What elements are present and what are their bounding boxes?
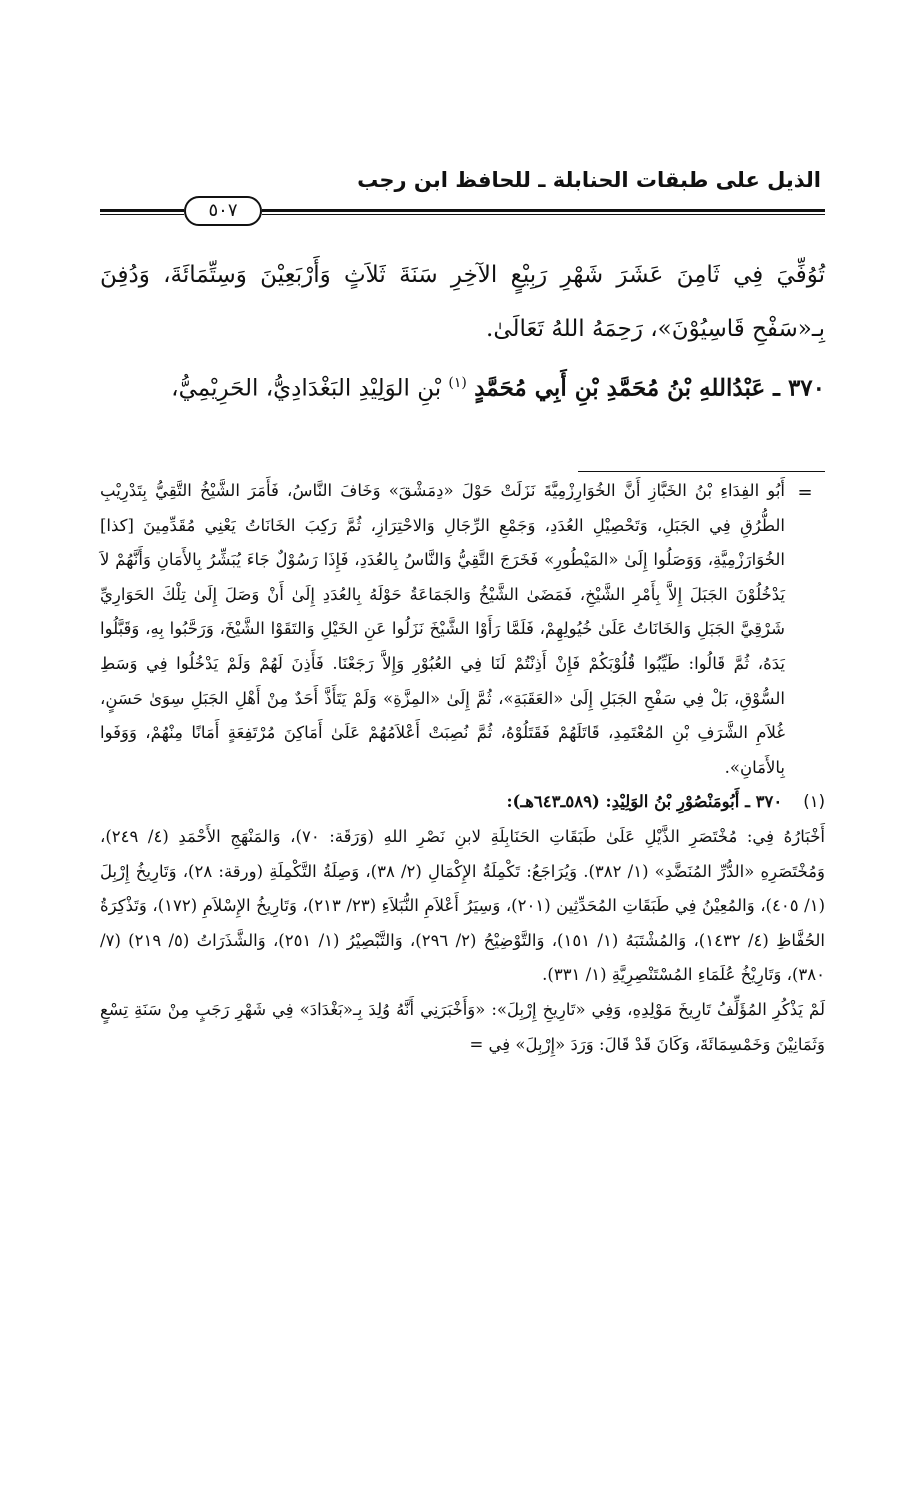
biography-entry	[100, 356, 825, 416]
running-header-title: الذيل على طبقات الحنابلة ـ للحافظ ابن رجب	[357, 168, 821, 192]
footnote-reference: (١)	[448, 375, 467, 391]
footnote-continuation-mark: =	[797, 482, 813, 503]
main-paragraph: تُوُفِّيَ فِي ثَامِنَ عَشَرَ شَهْرِ رَبِيْعٍ الآخِرِ سَنَةَ ثَلاَثٍ وَأَرْبَعِيْنَ وَسِتِّمَائَةَ، وَدُفِنَ بِـ«سَفْحِ قَاسِيُوْنَ»، رَحِمَهُ اللهُ تَعَالَىٰ.	[100, 262, 825, 342]
footnote-1-heading: ٣٧٠ ـ أَبُومَنْصُوْرِ بْنُ الوَلِيْدِ: (٥٨٩ـ٦٤٣هـ):	[506, 792, 783, 812]
footnotes-area	[100, 474, 825, 1062]
footnote-separator	[578, 471, 825, 472]
header-rule-left	[100, 209, 184, 215]
page-number-badge: ٥٠٧	[184, 196, 262, 226]
footnote-1-heading-line	[100, 785, 825, 820]
footnote-1-marker: (١)	[803, 792, 825, 812]
entry-text: بْنِ الوَلِيْدِ البَغْدَادِيُّ، الحَرِيْمِيُّ،	[171, 375, 442, 402]
footnote-continuation: أَبُو الفِدَاءِ بْنُ الخَبَّازِ أَنَّ الخُوَارِزْمِيَّةَ نَزَلَتْ حَوْلَ «دِمَشْقَ» وَخَافَ النَّاسُ، فَأَمَرَ الشَّيْخُ التَّقِيُّ بِتَدْرِيْبِ الطُّرُقِ فِي الجَبَلِ، وَتَحْصِيْلِ العُدَدِ، وَجَمْعِ الرِّجَالِ وَالاحْتِرَازِ، ثُمَّ رَكِبَ الخَانَاتُ يَعْنِي مُقَدِّمِينَ [كذا] الخُوَارَزْمِيَّةِ، وَوَصَلُوا إِلَىٰ «المَيْطُورِ» فَخَرَجَ التَّقِيُّ وَالنَّاسُ بِالعُدَدِ، فَإِذَا رَسُوْلٌ جَاءَ يُبَشِّرُ بِالأَمَانِ وَأَنَّهُمْ لاَ يَدْخُلُوْنَ الجَبَلَ إِلاَّ بِأَمْرِ الشَّيْخِ، فَمَضَىٰ الشَّيْخُ وَالجَمَاعَةُ حَوْلَهُ بِالعُدَدِ إِلَىٰ أَنْ وَصَلَ إِلَىٰ تِلْكَ الحَوَارِيِّ شَرْقِيَّ الجَبَلِ وَالخَانَاتُ عَلَىٰ خُيُولِهِمْ، فَلَمَّا رَأَوْا الشَّيْخَ نَزَلُوا عَنِ الخَيْلِ وَالتَقَوْا الشَّيْخَ، وَرَحَّبُوا بِهِ، وَقَبَّلُوا يَدَهُ، ثُمَّ قَالُوا: طَيِّبُوا قُلُوْبَكُمْ فَإِنْ أَذِنْتُمْ لَنَا فِي العُبُوْرِ وَإِلاَّ رَجَعْنَا. فَأَذِنَ لَهُمْ وَلَمْ يَدْخُلُوا فِي وَسَطِ السُّوْقِ، بَلْ فِي سَفْحِ الجَبَلِ إِلَىٰ «العَقَبَةِ»، ثُمَّ إِلَىٰ «المِزَّةِ» وَلَمْ يَتَأَذَّ أَحَدٌ مِنْ أَهْلِ الجَبَلِ سِوَىٰ حَسَنٍ، غُلاَمِ الشَّرَفِ بْنِ المُعْتَمِدِ، قَاتَلَهُمْ فَقَتَلُوْهُ، ثُمَّ نُصِبَتْ أَعْلاَمُهُمْ عَلَىٰ أَمَاكِنَ مُرْتَفِعَةٍ أَمَانًا مِنْهُمْ، وَوَفَوا بِالأَمَانِ».	[100, 481, 785, 777]
footnote-1-note: لَمْ يَذْكُرِ المُؤَلِّفُ تَارِيخَ مَوْلِدِهِ، وَفِي «تَارِيخِ إِرْبِلَ»: «وَأَخْبَرَنِي أَنَّهُ وُلِدَ بِـ«بَغْدَادَ» فِي شَهْرِ رَجَبٍ مِنْ سَنَةِ تِسْعٍ وَثَمَانِيْنَ وَخَمْسِمَائَةَ، وَكَانَ قَدْ قَالَ: وَرَدَ «إِرْبِلَ» فِي =	[100, 999, 825, 1054]
entry-heading: ٣٧٠ ـ عَبْدُاللهِ بْنُ مُحَمَّدِ بْنِ أَبِي مُحَمَّدٍ	[474, 374, 825, 402]
footnote-1-sources: أَخْبَارُهُ فِي: مُخْتَصَرِ الذَّيْلِ عَلَىٰ طَبَقَاتِ الحَنَابِلَةِ لابنِ نَصْرِ اللهِ (وَرَقَة: ٧٠)، وَالمَنْهَجِ الأَحْمَدِ (٤/ ٢٤٩)، وَمُخْتَصَرِهِ «الدُّرِّ المُنَضَّدِ» (١/ ٣٨٢). وَيُرَاجَعُ: تَكْمِلَةُ الإِكْمَالِ (٢/ ٣٨)، وَصِلَةُ التَّكْمِلَةِ (ورقة: ٢٨)، وَتَارِيخُ إِرْبِلَ (١/ ٤٠٥)، وَالمُعِيْنُ فِي طَبَقَاتِ المُحَدِّثِين (٢٠١)، وَسِيَرُ أَعْلاَمِ النُّبَلاَءِ (٢٣/ ٢١٣)، وَتَارِيخُ الإِسْلاَمِ (١٧٢)، وَتَذْكِرَةُ الحُفَّاظِ (٤/ ١٤٣٢)، وَالمُشْتَبَهُ (١/ ١٥١)، وَالتَّوْضِيْحُ (٢/ ٢٩٦)، وَالتَّبْصِيْرُ (١/ ٢٥١)، وَالشَّذَرَاتُ (٥/ ٢١٩) (٧/ ٣٨٠)، وَتَارِيْخُ عُلَمَاءِ المُسْتَنْصِرِيَّةِ (١/ ٣٣١).	[100, 826, 825, 985]
main-text	[100, 248, 825, 416]
header-rule	[262, 209, 825, 215]
